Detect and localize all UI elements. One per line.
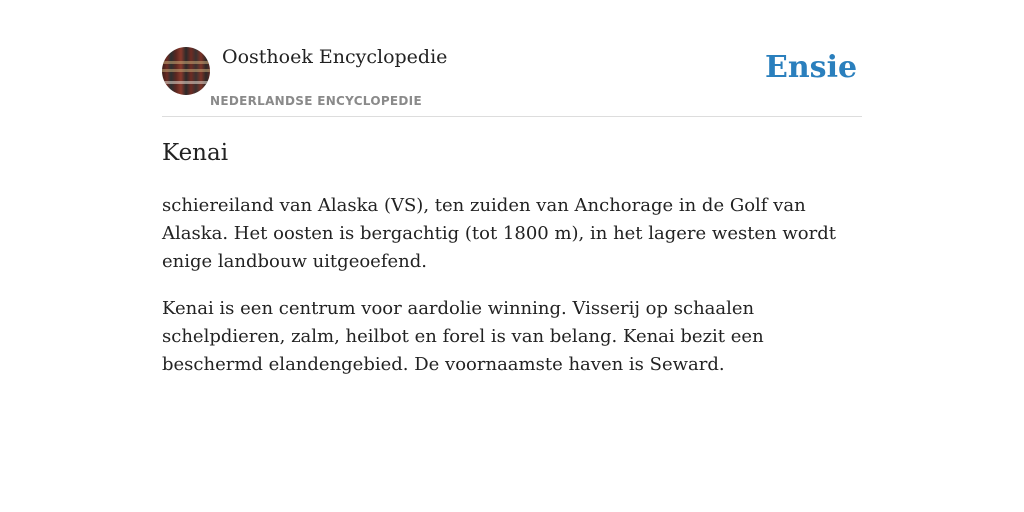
article-paragraph: schiereiland van Alaska (VS), ten zuiden van Anchorage in de Golf van Alaska. Het oosten is bergachtig (tot 1800 m), in het lagere westen wordt enige landbouw uitgeoefend. <box>162 195 837 272</box>
article-body <box>162 192 862 398</box>
header <box>162 0 862 117</box>
avatar-band <box>162 81 210 84</box>
brand-logo-link[interactable]: Ensie <box>765 50 858 85</box>
site-subtitle: NEDERLANDSE ENCYCLOPEDIE <box>210 94 422 108</box>
avatar-band <box>162 69 210 72</box>
article-title: Kenai <box>162 140 229 166</box>
avatar-band <box>162 61 210 64</box>
site-title[interactable]: Oosthoek Encyclopedie <box>222 46 448 68</box>
encyclopedia-books-icon[interactable] <box>162 47 210 95</box>
article-paragraph: Kenai is een centrum voor aardolie winning. Visserij op schaalen schelpdieren, zalm, heilbot en forel is van belang. Kenai bezit een beschermd elandengebied. De voornaamste haven is Seward. <box>162 298 764 375</box>
